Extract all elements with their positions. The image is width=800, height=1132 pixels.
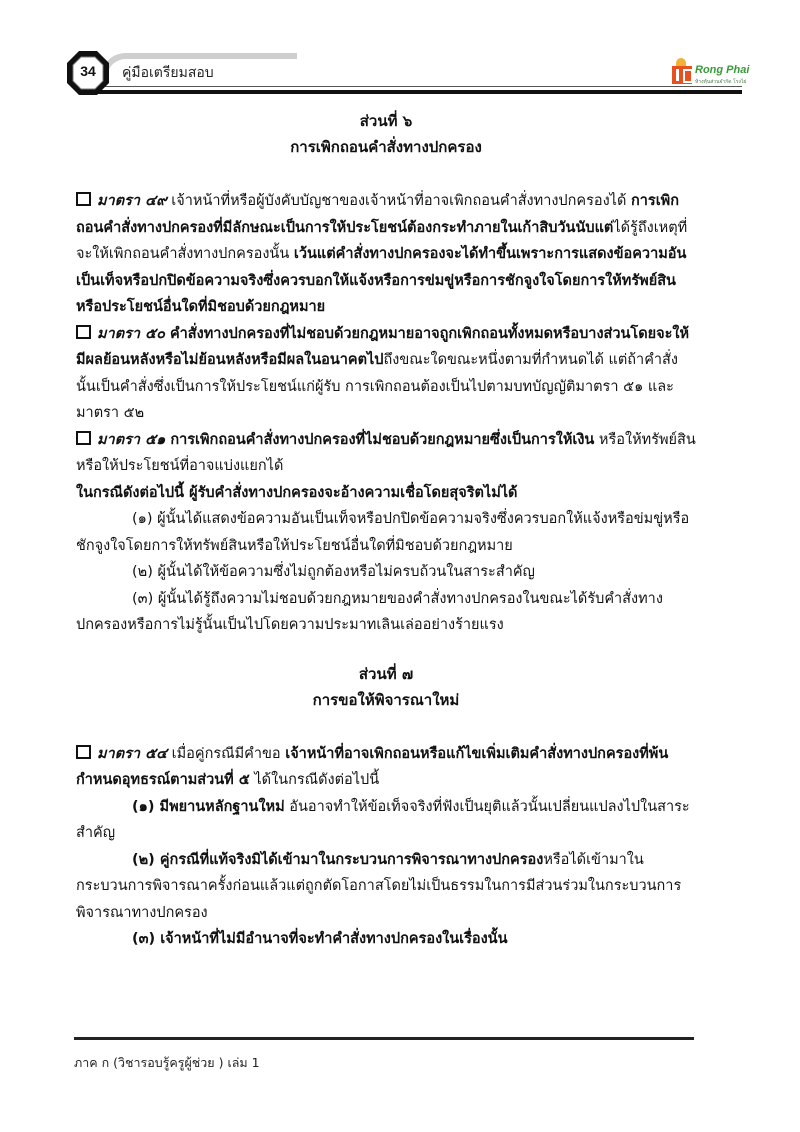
- header-rule-thin: [98, 86, 742, 87]
- article-51: [76, 427, 696, 480]
- article-51-bold-text: การเพิกถอนคำสั่งทางปกครองที่ไม่ชอบด้วยกฎหมายซึ่งเป็นการให้เงิน: [165, 431, 595, 448]
- footer-rule: [74, 1037, 694, 1040]
- section-7-subtitle: การขอให้พิจารณาใหม่: [312, 690, 460, 709]
- article-54-item-3: (๓) เจ้าหน้าที่ไม่มีอำนาจที่จะทำคำสั่งทางปกครองในเรื่องนั้น: [132, 931, 508, 947]
- article-51-text: หรือให้ทรัพย์สินหรือให้ประโยชน์ที่อาจแบ่งแยกได้: [76, 431, 696, 474]
- article-50: [76, 321, 696, 427]
- logo-brand: Rong Phai: [695, 64, 750, 76]
- checkbox-icon: [76, 431, 91, 445]
- article-49: [76, 188, 696, 321]
- page-number-badge: [66, 50, 110, 96]
- article-54: [76, 741, 696, 794]
- logo-tagline: ห้างหุ้นส่วนจำกัด โรงไผ่: [695, 79, 747, 85]
- page-header: [62, 50, 750, 98]
- page-number: 34: [80, 63, 96, 79]
- article-49-text-2: ได้รู้ถึงเหตุที่จะให้เพิกถอนคำสั่งทางปกครองนั้น: [76, 219, 688, 262]
- checkbox-icon: [76, 745, 91, 759]
- article-54-bold-text: เจ้าหน้าที่อาจเพิกถอนหรือแก้ไขเพิ่มเติมคำสั่งทางปกครองที่พ้นกำหนดอุทธรณ์ตามส่วนที่ ๕: [76, 745, 669, 788]
- article-50-text: ถึงขณะใดขณะหนึ่งตามที่กำหนดได้ แต่ถ้าคำสั่งนั้นเป็นคำสั่งซึ่งเป็นการให้ประโยชน์แก่ผู้รับ การเพิกถอนต้องเป็นไปตามบทบัญญัติมาตรา ๕๑ และมาตรา ๕๒: [76, 352, 678, 421]
- article-49-label: มาตรา ๔๙: [97, 193, 167, 209]
- section-7-title: ส่วนที่ ๗: [358, 664, 414, 683]
- document-body: [76, 108, 696, 953]
- article-50-label: มาตรา ๕๐: [97, 325, 165, 342]
- logo-mark-icon: [672, 66, 692, 84]
- checkbox-icon: [76, 325, 91, 339]
- section-6-subtitle: การเพิกถอนคำสั่งทางปกครอง: [290, 138, 482, 156]
- article-51-item-3: (๓) ผู้นั้นได้รู้ถึงความไม่ชอบด้วยกฎหมายของคำสั่งทางปกครองในขณะได้รับคำสั่งทางปกครองหรือการไม่รู้นั้นเป็นไปโดยความประมาทเลินเล่ออย่างร้ายแรง: [76, 590, 663, 633]
- article-49-exception: เว้นแต่คำสั่งทางปกครองจะได้ทำขึ้นเพราะการแสดงข้อความอันเป็นเท็จหรือปกปิดข้อความจริงซึ่งควรบอกให้แจ้งหรือการข่มขู่หรือการชักจูงใจโดยการให้ทรัพย์สินหรือประโยชน์อื่นใดที่มิชอบด้วยกฎหมาย: [76, 246, 687, 315]
- logo-figure-icon: [676, 58, 686, 66]
- article-49-text: เจ้าหน้าที่หรือผู้บังคับบัญชาของเจ้าหน้าที่อาจเพิกถอนคำสั่งทางปกครองได้: [166, 193, 627, 209]
- section-7-heading: [76, 661, 696, 713]
- section-6-heading: [76, 108, 696, 160]
- publisher-logo: [672, 58, 752, 88]
- article-54-text-2: ได้ในกรณีดังต่อไปนี้: [249, 772, 380, 788]
- checkbox-icon: [76, 192, 91, 206]
- article-49-bold-text: การเพิกถอนคำสั่งทางปกครองที่มีลักษณะเป็นการให้ประโยชน์ต้องกระทำภายในเก้าสิบวันนับแต่: [76, 193, 680, 236]
- footer-text: ภาค ก (วิชารอบรู้ครูผู้ช่วย ) เล่ม 1: [74, 1055, 260, 1070]
- book-title: คู่มือเตรียมสอบ: [122, 65, 214, 81]
- header-rule: [98, 90, 742, 94]
- article-51-label: มาตรา ๕๑: [97, 431, 166, 448]
- section-6-title: ส่วนที่ ๖: [359, 112, 413, 130]
- article-54-item-1: (๑) มีพยานหลักฐานใหม่ อันอาจทำให้ข้อเท็จจริงที่ฟังเป็นยุติแล้วนั้นเปลี่ยนแปลงไปในสาระสำคัญ: [76, 798, 690, 841]
- article-54-text: เมื่อคู่กรณีมีคำขอ: [167, 745, 286, 762]
- article-51-condition: ในกรณีดังต่อไปนี้ ผู้รับคำสั่งทางปกครองจะอ้างความเชื่อโดยสุจริตไม่ได้: [76, 484, 518, 501]
- article-50-bold-text: คำสั่งทางปกครองที่ไม่ชอบด้วยกฎหมายอาจถูกเพิกถอนทั้งหมดหรือบางส่วนโดยจะให้มีผลย้อนหลังหรือไม่ย้อนหลังหรือมีผลในอนาคตไป: [76, 325, 690, 368]
- article-51-item-1: (๑) ผู้นั้นได้แสดงข้อความอันเป็นเท็จหรือปกปิดข้อความจริงซึ่งควรบอกให้แจ้งหรือข่มขู่หรือชักจูงใจโดยการให้ทรัพย์สินหรือให้ประโยชน์อื่นใดที่มิชอบด้วยกฎหมาย: [76, 511, 690, 554]
- article-54-label: มาตรา ๕๔: [97, 745, 168, 762]
- article-51-item-2: (๒) ผู้นั้นได้ให้ข้อความซึ่งไม่ถูกต้องหรือไม่ครบถ้วนในสาระสำคัญ: [132, 564, 535, 580]
- article-54-item-2: (๒) คู่กรณีที่แท้จริงมิได้เข้ามาในกระบวนการพิจารณาทางปกครองหรือได้เข้ามาในกระบวนการพิจารณาครั้งก่อนแล้วแต่ถูกตัดโอกาสโดยไม่เป็นธรรมในการมีส่วนร่วมในกระบวนการพิจารณาทางปกครอง: [76, 851, 682, 921]
